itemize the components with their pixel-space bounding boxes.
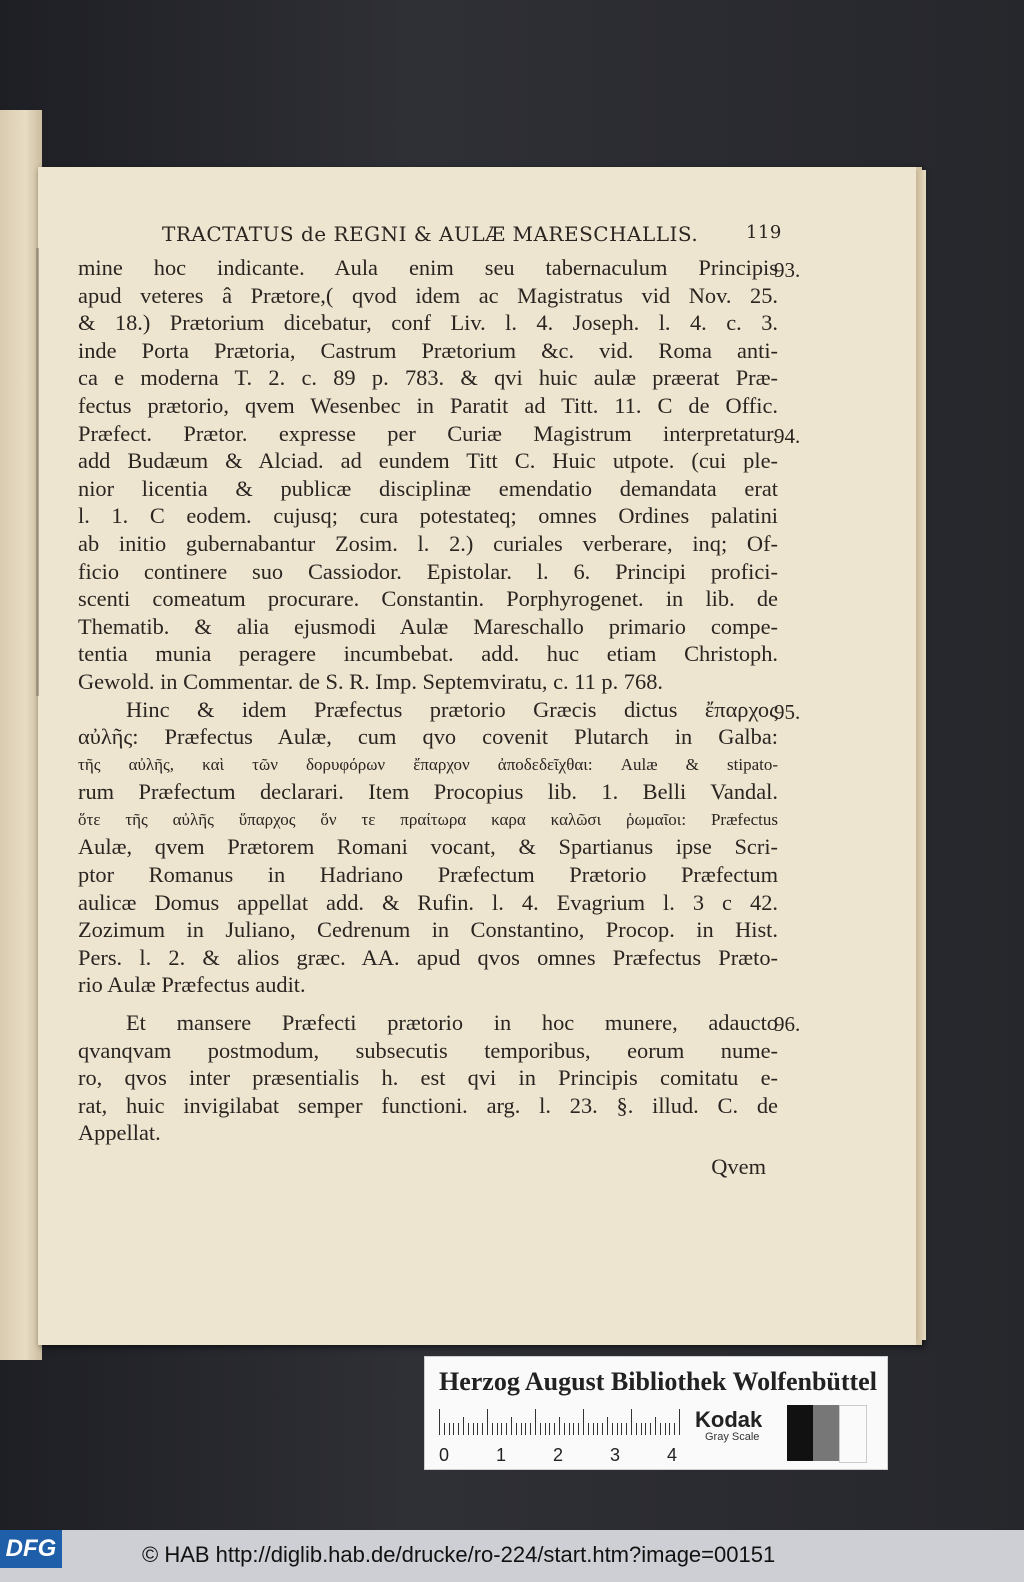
ruler-tick	[463, 1417, 464, 1435]
ruler-tick	[468, 1423, 469, 1435]
ruler-tick	[660, 1423, 661, 1435]
running-head	[162, 222, 782, 248]
ruler-tick	[583, 1409, 584, 1435]
ruler-tick	[477, 1423, 478, 1435]
gray-swatch-black	[787, 1405, 813, 1461]
text-line: aulicæ Domus appellat add. & Rufin. l. 4. Evagrium l. 3 c 42.	[78, 889, 778, 915]
text-line: Præfect. Prætor. expresse per Curiæ Magistrum interpretatur.	[78, 420, 778, 446]
kodak-logo: Kodak	[695, 1407, 763, 1432]
ruler-tick	[458, 1423, 459, 1435]
page-edge	[916, 170, 926, 1340]
text-line: αὐλῆς: Præfectus Aulæ, cum qvo covenit Plutarch in Galba:	[78, 724, 778, 750]
ruler-tick	[617, 1423, 618, 1435]
text-line: Appellat.	[78, 1120, 161, 1146]
ruler-tick	[669, 1423, 670, 1435]
text-line: fectus prætorio, qvem Wesenbec in Paratit ad Titt. 11. C de Offic.	[78, 392, 778, 418]
ruler-tick	[641, 1423, 642, 1435]
ruler-tick	[650, 1423, 651, 1435]
ruler-tick	[511, 1417, 512, 1435]
ruler-tick	[554, 1423, 555, 1435]
text-line: Et mansere Præfecti prætorio in hoc munere, adaucto	[126, 1010, 778, 1036]
text-line: apud veteres â Prætore,( qvod idem ac Magistratus vid Nov. 25.	[78, 282, 778, 308]
ruler-tick	[482, 1423, 483, 1435]
text-line: rat, huic invigilabat semper functioni. arg. l. 23. §. illud. C. de	[78, 1092, 778, 1118]
text-line: Hinc & idem Præfectus prætorio Græcis dictus ἔπαρχος	[126, 696, 778, 722]
ruler-tick	[631, 1409, 632, 1435]
ruler-tick	[621, 1423, 622, 1435]
gray-scale-label: Gray Scale	[705, 1431, 760, 1443]
text-line: qvanqvam postmodum, subsecutis temporibus, eorum nume-	[78, 1037, 778, 1063]
ruler-tick	[588, 1423, 589, 1435]
scale-digit: 2	[553, 1445, 564, 1465]
ruler-tick	[674, 1423, 675, 1435]
archive-label	[424, 1356, 888, 1470]
running-head-text: TRACTATUS de REGNI & AULÆ MARESCHALLIS.	[162, 222, 699, 246]
text-line: τῆς αὐλῆς, καὶ τῶν δορυφόρων ἔπαρχον ἀποδεδεῖχθαι: Aulæ & stipato-	[78, 754, 778, 774]
text-line: Pers. l. 2. & alios græc. AA. apud qvos omnes Præfectus Præto-	[78, 944, 778, 970]
text-line: Zozimum in Juliano, Cedrenum in Constantino, Procop. in Hist.	[78, 917, 778, 943]
ruler-tick	[473, 1423, 474, 1435]
gray-swatch-mid	[813, 1405, 839, 1461]
ruler-tick	[593, 1423, 594, 1435]
ruler-tick	[487, 1409, 488, 1435]
scale-digit: 3	[610, 1445, 621, 1465]
text-line: scenti comeatum procurare. Constantin. Porphyrogenet. in lib. de	[78, 586, 778, 612]
text-line: & 18.) Prætorium dicebatur, conf Liv. l. 4. Joseph. l. 4. c. 3.	[78, 310, 778, 336]
ruler-tick	[444, 1423, 445, 1435]
ruler-tick	[545, 1423, 546, 1435]
text-line: rio Aulæ Præfectus audit.	[78, 972, 306, 998]
scale-digit: 4	[667, 1445, 678, 1465]
ruler-tick	[535, 1409, 536, 1435]
ruler-tick	[559, 1417, 560, 1435]
scale-ruler	[439, 1409, 689, 1435]
ruler-tick	[645, 1423, 646, 1435]
ruler-tick	[497, 1423, 498, 1435]
ruler-tick	[602, 1423, 603, 1435]
ruler-tick	[564, 1423, 565, 1435]
margin-number: 93.	[774, 258, 801, 282]
ruler-tick	[453, 1423, 454, 1435]
ruler-tick	[578, 1423, 579, 1435]
text-line: ficio continere suo Cassiodor. Epistolar. l. 6. Principi profici-	[78, 558, 778, 584]
ruler-tick	[439, 1409, 440, 1435]
margin-number: 94.	[774, 424, 801, 448]
ruler-tick	[665, 1423, 666, 1435]
copyright-text: © HAB http://diglib.hab.de/drucke/ro-224/start.htm?image=00151	[142, 1542, 776, 1567]
ruler-tick	[573, 1423, 574, 1435]
ruler-tick	[530, 1423, 531, 1435]
text-line: Thematib. & alia ejusmodi Aulæ Mareschallo primario compe-	[78, 613, 778, 639]
margin-number: 96.	[774, 1012, 801, 1036]
text-line: ro, qvos inter præsentialis h. est qvi in Principis comitatu e-	[78, 1065, 778, 1091]
ruler-tick	[449, 1423, 450, 1435]
text-line: nior licentia & publicæ disciplinæ emendatio demandata erat	[78, 475, 778, 501]
ruler-tick	[612, 1423, 613, 1435]
text-line: ptor Romanus in Hadriano Præfectum Prætorio Præfectum	[78, 862, 778, 888]
ruler-tick	[516, 1423, 517, 1435]
ruler-tick	[679, 1409, 680, 1435]
text-line: ab initio gubernabantur Zosim. l. 2.) curiales verberare, inq; Of-	[78, 530, 778, 556]
ruler-tick	[655, 1417, 656, 1435]
text-line: rum Præfectum declarari. Item Procopius lib. 1. Belli Vandal.	[78, 779, 778, 805]
ruler-tick	[492, 1423, 493, 1435]
scale-digit: 0	[439, 1445, 450, 1465]
scale-digits	[433, 1445, 693, 1465]
margin-number: 95.	[774, 700, 801, 724]
institution-name: Herzog August Bibliothek Wolfenbüttel	[439, 1367, 877, 1396]
text-line: tentia munia peragere incumbebat. add. huc etiam Christoph.	[78, 641, 778, 667]
text-line: ὅτε τῆς αὐλῆς ὕπαρχος ὅν τε πραίτωρα καρα καλῶσι ῥωμαῖοι: Præfectus	[78, 809, 778, 829]
scale-digit: 1	[496, 1445, 507, 1465]
text-line: ca e moderna T. 2. c. 89 p. 783. & qvi huic aulæ præerat Præ-	[78, 365, 778, 391]
ruler-tick	[525, 1423, 526, 1435]
ruler-tick	[569, 1423, 570, 1435]
binding-shadow	[36, 248, 39, 696]
catchword: Qvem	[711, 1154, 766, 1179]
body-text	[78, 254, 778, 1181]
ruler-tick	[607, 1417, 608, 1435]
text-line: l. 1. C eodem. cujusq; cura potestateq; omnes Ordines palatini	[78, 503, 778, 529]
ruler-tick	[501, 1423, 502, 1435]
text-line: mine hoc indicante. Aula enim seu tabernaculum Principis	[78, 255, 778, 280]
ruler-tick	[597, 1423, 598, 1435]
text-line: add Budæum & Alciad. ad eundem Titt C. Huic utpote. (cui ple-	[78, 448, 778, 474]
gray-swatch-white	[839, 1405, 867, 1463]
ruler-tick	[549, 1423, 550, 1435]
page-number: 119	[746, 222, 782, 243]
ruler-tick	[636, 1423, 637, 1435]
text-line: inde Porta Prætoria, Castrum Prætorium &c. vid. Roma anti-	[78, 337, 778, 363]
text-line: Gewold. in Commentar. de S. R. Imp. Septemviratu, c. 11 p. 768.	[78, 668, 663, 694]
ruler-tick	[540, 1423, 541, 1435]
text-line: Aulæ, qvem Prætorem Romani vocant, & Spartianus ipse Scri-	[78, 834, 778, 860]
dfg-logo: DFG	[0, 1530, 62, 1568]
ruler-tick	[521, 1423, 522, 1435]
ruler-tick	[506, 1423, 507, 1435]
ruler-tick	[626, 1423, 627, 1435]
